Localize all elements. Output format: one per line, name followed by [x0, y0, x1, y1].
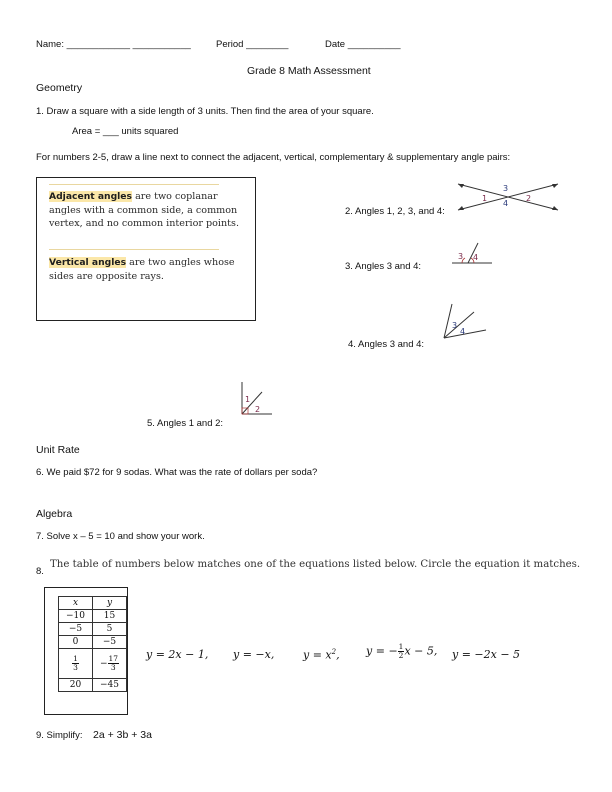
equation-option-5[interactable]: y = −2x − 5: [452, 648, 521, 661]
question-9: 9. Simplify:: [36, 730, 83, 741]
fraction: $\frac{17}{3}$: [108, 654, 119, 672]
question-2: 2. Angles 1, 2, 3, and 4:: [345, 206, 445, 217]
angle-label-1: 1: [245, 395, 251, 404]
angle-label-3: 3: [503, 184, 509, 193]
section-heading-algebra: Algebra: [36, 508, 73, 520]
question-8: The table of numbers below matches one of the equations listed below. Circle the equation it matches.: [50, 559, 581, 570]
question-3: 3. Angles 3 and 4:: [345, 261, 422, 272]
adjacent-angles-diagram: [448, 239, 498, 275]
section-heading-geometry: Geometry: [36, 82, 83, 94]
table-row: [59, 623, 127, 636]
table-header-y: y: [93, 597, 127, 610]
equation-option-2[interactable]: y = −x,: [233, 648, 275, 661]
table-cell: −45: [93, 679, 127, 692]
fraction: $\frac{1}{3}$: [73, 654, 78, 672]
divider: [49, 249, 219, 250]
right-angle-diagram: [236, 378, 276, 420]
vertical-term: Vertical angles: [49, 257, 127, 268]
table-cell: [59, 649, 93, 679]
page-title: Grade 8 Math Assessment: [247, 65, 371, 77]
angle-label-2: 2: [255, 405, 261, 414]
table-cell: −5: [59, 623, 93, 636]
table-row: [59, 679, 127, 692]
adjacent-text: are two coplanar angles with a common side, a common vertex, and no common interior points.: [49, 191, 240, 230]
angle-label-3: 3: [452, 321, 458, 330]
question-1-area: Area = ___ units squared: [72, 126, 179, 137]
table-cell: 0: [59, 636, 93, 649]
section-heading-unit-rate: Unit Rate: [36, 444, 80, 456]
table-cell: −10: [59, 610, 93, 623]
equation-option-4[interactable]: y = − $\frac{1}{2}$ x − 5,: [366, 642, 438, 660]
period-field[interactable]: Period ________: [216, 39, 289, 50]
table-header-row: [59, 597, 127, 610]
angle-label-2: 2: [526, 194, 532, 203]
vertical-definition: [49, 256, 249, 283]
angle-label-3: 3: [458, 252, 464, 261]
vertical-angles-diagram: [456, 180, 566, 220]
table-row: [59, 649, 127, 679]
table-cell: −5: [93, 636, 127, 649]
question-1: 1. Draw a square with a side length of 3 units. Then find the area of your square.: [36, 106, 374, 117]
complementary-angles-diagram: [440, 300, 490, 344]
table-row: [59, 636, 127, 649]
questions-2-5-intro: For numbers 2-5, draw a line next to connect the adjacent, vertical, complementary & supplementary angle pairs:: [36, 152, 511, 163]
date-field[interactable]: Date __________: [325, 39, 401, 50]
table-header-x: x: [59, 597, 93, 610]
angle-label-4: 4: [503, 199, 509, 208]
question-5: 5. Angles 1 and 2:: [147, 418, 224, 429]
divider: [49, 184, 219, 185]
question-7: 7. Solve x – 5 = 10 and show your work.: [36, 531, 205, 542]
equation-option-3[interactable]: $y = x^2$,: [303, 648, 340, 662]
equation-option-1[interactable]: y = 2x − 1,: [146, 648, 209, 661]
table-cell: − $\frac{17}{3}$: [93, 649, 127, 679]
xy-table: [58, 596, 127, 692]
adjacent-definition: [49, 190, 249, 231]
question-9-expression: 2a + 3b + 3a: [93, 729, 152, 741]
definition-box: [36, 177, 256, 321]
table-cell: 15: [93, 610, 127, 623]
angle-label-1: 1: [482, 194, 488, 203]
adjacent-term: Adjacent angles: [49, 191, 133, 202]
angle-label-4: 4: [460, 327, 466, 336]
angle-label-4: 4: [473, 253, 479, 262]
table-cell: 5: [93, 623, 127, 636]
question-4: 4. Angles 3 and 4:: [348, 339, 425, 350]
question-8-number: 8.: [36, 566, 44, 577]
name-field[interactable]: Name: ____________ ___________: [36, 39, 191, 50]
question-6: 6. We paid $72 for 9 sodas. What was the rate of dollars per soda?: [36, 467, 318, 478]
table-cell: 20: [59, 679, 93, 692]
vertical-text: are two angles whose sides are opposite rays.: [49, 257, 235, 282]
table-row: [59, 610, 127, 623]
